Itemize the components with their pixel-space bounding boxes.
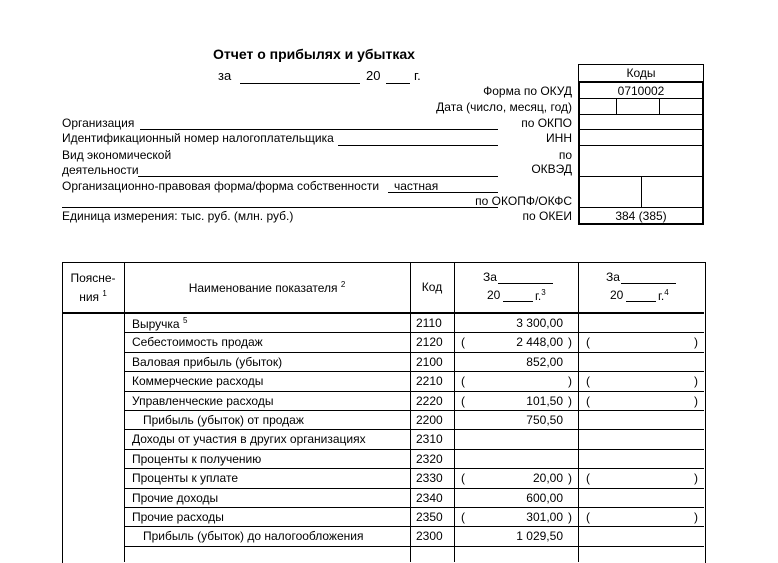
row-line	[124, 488, 704, 489]
unit-label: Единица измерения: тыс. руб. (млн. руб.)	[62, 209, 294, 223]
row-code: 2340	[416, 490, 443, 505]
year-suffix: г.	[414, 68, 421, 83]
row-line	[124, 507, 704, 508]
paren-open-1: (	[461, 510, 465, 524]
period1-za-underline	[498, 283, 553, 284]
row-name-text: Коммерческие расходы	[132, 374, 264, 389]
row-value: 1 029,50	[516, 529, 563, 544]
paren-close-1: )	[568, 393, 572, 408]
paren-open-1: (	[461, 374, 465, 389]
row-name	[132, 510, 224, 524]
col-code-header: Код	[421, 280, 443, 294]
paren-open-1: (	[461, 335, 465, 350]
row-name-text: Валовая прибыль (убыток)	[132, 354, 283, 369]
paren-close-2: )	[694, 335, 698, 350]
row-name	[132, 432, 366, 446]
row-name	[132, 335, 263, 349]
row-name	[143, 413, 304, 427]
row-line	[124, 391, 704, 392]
row-value: 101,50	[526, 393, 563, 408]
row-name	[132, 471, 238, 485]
row-code: 2310	[416, 432, 443, 447]
codes-heading: Коды	[626, 66, 656, 80]
col-line-period1	[578, 262, 579, 562]
okud-value: 0710002	[617, 84, 665, 98]
codes-hline-2	[578, 114, 704, 115]
row-name-text: Прочие расходы	[132, 510, 224, 524]
okud-label: Форма по ОКУД	[483, 84, 572, 98]
paren-close-2: )	[694, 393, 698, 408]
row-line	[124, 526, 704, 527]
row-name-text: Прочие доходы	[132, 490, 219, 505]
row-value: 3 300,00	[516, 316, 563, 330]
date-label: Дата (число, месяц, год)	[436, 100, 572, 114]
paren-close-2: )	[694, 510, 698, 524]
period2-sup: 4	[664, 288, 669, 297]
okei-value: 384 (385)	[615, 209, 667, 223]
row-name	[132, 316, 187, 331]
row-name	[143, 529, 363, 543]
row-name-text: Выручка	[132, 317, 180, 331]
period2-za: За	[606, 270, 620, 284]
period-za-label: за	[218, 68, 232, 83]
inn-label: ИНН	[546, 131, 572, 145]
row-code: 2320	[416, 451, 443, 466]
year-prefix: 20	[366, 68, 381, 83]
header-bottom-line	[62, 312, 704, 314]
period1-za: За	[483, 270, 497, 284]
okei-label: по ОКЕИ	[522, 209, 572, 223]
row-code: 2210	[416, 374, 443, 389]
row-name-text: Прибыль (убыток) от продаж	[143, 413, 304, 427]
paren-open-2: (	[586, 374, 590, 389]
period2-g	[658, 288, 669, 303]
row-value: 2 448,00	[516, 335, 563, 350]
period2-year: 20	[610, 288, 624, 302]
row-value: 20,00	[532, 471, 563, 486]
organization-underline	[140, 129, 498, 130]
period2-za-underline	[621, 283, 676, 284]
paren-open-1: (	[461, 393, 465, 408]
okopf-label: по ОКОПФ/ОКФС	[475, 194, 572, 208]
legal-form-underline-1	[388, 192, 498, 193]
col-line-code	[454, 262, 455, 562]
paren-open-2: (	[586, 510, 590, 524]
row-code: 2120	[416, 335, 443, 350]
row-line	[124, 429, 704, 430]
row-name	[132, 491, 218, 505]
col-notes-sup: 1	[102, 289, 107, 298]
row-line	[124, 352, 704, 353]
row-value: 600,00	[526, 490, 563, 505]
year-underline	[386, 83, 410, 84]
period1-sup: 3	[541, 288, 546, 297]
paren-open-2: (	[586, 393, 590, 408]
row-name-text: Проценты к получению	[132, 451, 262, 466]
row-name-sup: 5	[182, 316, 188, 325]
period2-year-underline	[626, 301, 656, 302]
row-code: 2350	[416, 510, 443, 524]
col-notes-line1: Поясне-	[70, 271, 116, 285]
col-line-notes	[124, 262, 125, 562]
row-line	[124, 449, 704, 450]
row-code: 2300	[416, 529, 443, 544]
codes-hline-3	[578, 129, 704, 130]
period1-year: 20	[487, 288, 501, 302]
col-name-sup: 2	[340, 280, 346, 289]
period1-year-underline	[503, 301, 533, 302]
codes-vline-3	[641, 176, 642, 207]
row-name	[132, 355, 282, 369]
legal-form-label: Организационно-правовая форма/форма собственности	[62, 179, 380, 193]
activity-label-2: деятельности	[62, 163, 139, 177]
activity-underline	[138, 176, 498, 177]
paren-close-1: )	[568, 510, 572, 524]
period1-g	[535, 288, 546, 303]
paren-open-2: (	[586, 335, 590, 350]
row-line	[124, 546, 704, 547]
paren-open-2: (	[586, 471, 590, 486]
col-name-text: Наименование показателя	[188, 281, 338, 295]
row-value: 852,00	[526, 354, 563, 369]
organization-label: Организация	[62, 116, 135, 130]
row-name-text: Доходы от участия в других организациях	[132, 432, 366, 447]
row-line	[124, 371, 704, 372]
row-code: 2100	[416, 354, 443, 369]
col-notes-header	[62, 270, 124, 305]
row-name	[132, 374, 263, 388]
po-label: по	[558, 148, 572, 162]
codes-hline-4	[578, 145, 704, 146]
row-name-text: Себестоимость продаж	[132, 335, 263, 350]
row-name-text: Проценты к уплате	[132, 471, 238, 486]
col-notes-line2: ния	[79, 290, 100, 304]
codes-hline-1	[578, 98, 704, 99]
row-line	[124, 468, 704, 469]
row-value: 750,50	[526, 413, 563, 427]
activity-label-1: Вид экономической	[62, 148, 172, 162]
report-title: Отчет о прибылях и убытках	[213, 46, 415, 62]
legal-form-underline-2	[62, 207, 498, 208]
row-name-text: Управленческие расходы	[132, 393, 274, 408]
row-line	[124, 332, 704, 333]
okpo-label: по ОКПО	[521, 116, 572, 130]
col-name-header	[124, 280, 410, 295]
row-code: 2110	[416, 316, 442, 330]
row-name	[132, 394, 273, 408]
codes-vline-2	[659, 98, 660, 114]
period-underline	[240, 83, 360, 84]
codes-vline-1	[616, 98, 617, 114]
paren-close-1: )	[568, 374, 572, 389]
paren-close-2: )	[694, 374, 698, 389]
okved-label: ОКВЭД	[531, 162, 572, 176]
row-code: 2200	[416, 413, 443, 427]
inn-underline	[338, 145, 498, 146]
paren-close-1: )	[568, 471, 572, 486]
row-name	[132, 452, 261, 466]
paren-close-1: )	[568, 335, 572, 350]
inn-full-label: Идентификационный номер налогоплательщика	[62, 131, 334, 145]
row-name-text: Прибыль (убыток) до налогообложения	[143, 529, 364, 544]
row-value: 301,00	[526, 510, 563, 524]
period2-g-text: г.	[658, 289, 665, 303]
codes-hline-6	[578, 207, 704, 208]
row-code: 2220	[416, 393, 443, 408]
row-line	[124, 410, 704, 411]
paren-open-1: (	[461, 471, 465, 486]
row-code: 2330	[416, 471, 443, 486]
legal-form-value: частная	[394, 179, 439, 193]
period1-g-text: г.	[535, 289, 542, 303]
col-line-name	[410, 262, 411, 562]
paren-close-2: )	[694, 471, 698, 486]
